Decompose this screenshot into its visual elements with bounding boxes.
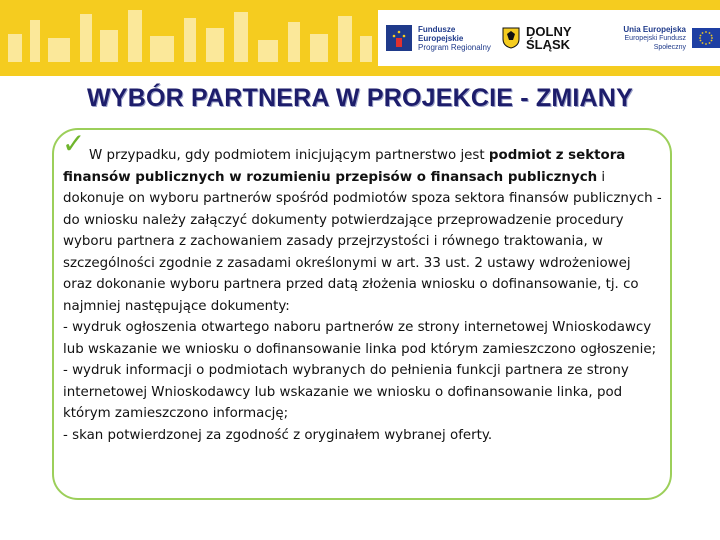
dolny-slask-crest-icon xyxy=(502,27,520,49)
paragraph-bold: podmiot xyxy=(488,148,552,163)
logo-line: DOLNY xyxy=(526,24,572,39)
list-item: - wydruk informacji o podmiotach wybranych do pełnienia funkcji partnera ze strony internetowej Wnioskodawcy lub wskazanie we wniosku o dofinansowanie linka, pod którym zamieszczono informację; xyxy=(63,363,629,421)
paragraph-rest: i dokonuje on wyboru partnerów spośród podmiotów spoza sektora finansów publicznych - do wniosku należy załączyć dokumenty potwierdzające przeprowadzenie procedury wyboru partnera z zachowaniem zasady przejrzystości i równego traktowania, w szczególności zgodnie z zasadami określonymi w art. 33 ust. 2 ustawy wdrożeniowej oraz dokonanie wyboru partnera przed datą złożenia wniosku o dofinansowanie, tj. co najmniej następujące dokumenty: xyxy=(63,169,662,314)
decor-shape xyxy=(234,12,248,62)
decor-shape xyxy=(360,36,372,62)
paragraph-lead: W przypadku, gdy podmiotem inicjującym partnerstwo jest xyxy=(89,148,489,163)
unia-europejska-logo xyxy=(600,10,720,66)
decor-shape xyxy=(288,22,300,62)
decor-shape xyxy=(184,18,196,62)
decor-shape xyxy=(100,30,118,62)
list-item: - skan potwierdzonej za zgodność z oryginałem wybranej oferty. xyxy=(63,427,493,443)
decor-shape xyxy=(258,40,278,62)
list-item: - wydruk ogłoszenia otwartego naboru partnerów ze strony internetowej Wnioskodawcy lub wskazanie we wniosku o dofinansowanie linka pod którym zamieszczono ogłoszenie; xyxy=(63,320,657,357)
dolny-slask-logo xyxy=(502,10,572,66)
decor-shape xyxy=(206,28,224,62)
check-icon: ✓ xyxy=(62,127,86,160)
header-banner xyxy=(0,0,720,76)
decor-shape xyxy=(30,20,40,62)
logo-line: Europejski Fundusz Społeczny xyxy=(624,34,686,51)
decor-shape xyxy=(80,14,92,62)
logo-line: Europejskie xyxy=(418,33,464,43)
slide-body xyxy=(63,145,663,446)
decor-shape xyxy=(128,10,142,62)
eu-flag-icon xyxy=(692,28,720,48)
decor-shape xyxy=(8,34,22,62)
logo-line: Program Regionalny xyxy=(418,42,491,52)
logo-strip xyxy=(378,10,720,66)
decor-shape xyxy=(310,34,328,62)
fundusze-europejskie-icon xyxy=(386,25,412,51)
logo-line: Fundusze xyxy=(418,24,456,34)
decor-shape xyxy=(338,16,352,62)
fundusze-europejskie-logo xyxy=(386,10,491,66)
logo-line: ŚLĄSK xyxy=(526,37,571,52)
slide-title: WYBÓR PARTNERA W PROJEKCIE - ZMIANY xyxy=(87,84,633,112)
logo-line: Unia Europejska xyxy=(623,24,686,34)
decor-shape xyxy=(48,38,70,62)
paragraph-bold: z sektora finansów publicznych w rozumieniu przepisów o finansach publicznych xyxy=(63,148,626,185)
decor-shape xyxy=(150,36,174,62)
